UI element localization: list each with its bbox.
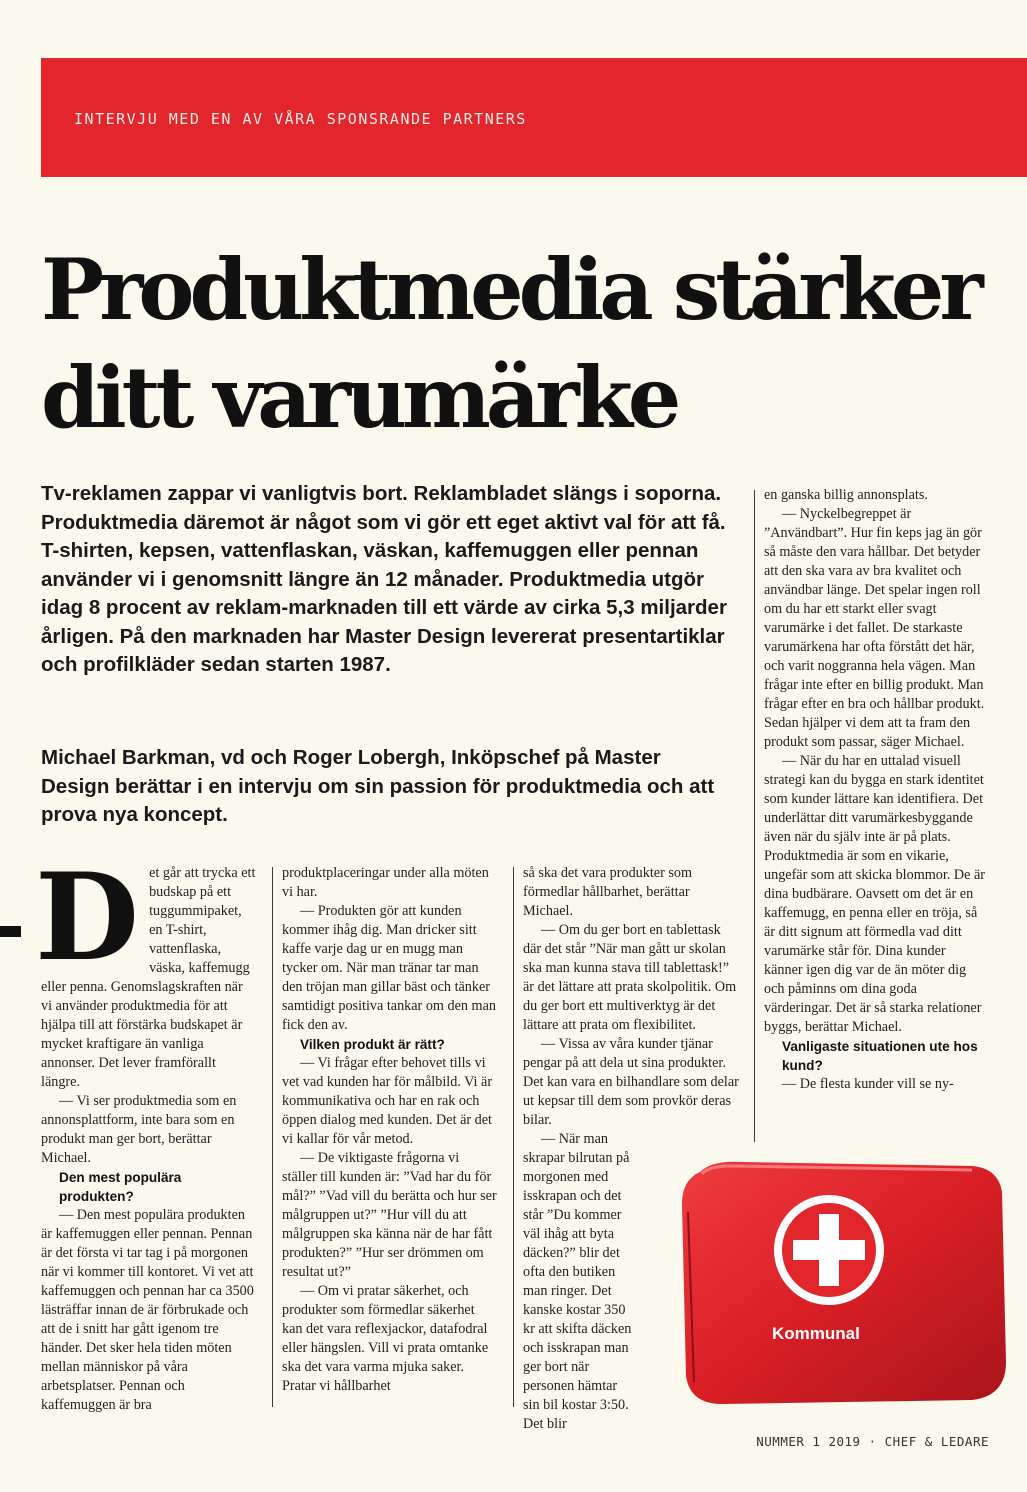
article-column-2 <box>282 864 497 1396</box>
body-paragraph: — Vi ser produktmedia som en annonsplattform, inte bara som en produkt man ger bort, berättar Michael. <box>41 1093 237 1166</box>
body-paragraph: — När du har en uttalad visuell strategi kan du bygga en stark identitet som kunder lättare kan identifiera. Det underlättar ditt varumärkesbyggande även när du själv inte är på plats. Produktmedia är som en vikarie, ungefär som att skicka blommor. De är dina budbärare. Oavsett om det är en kaffemugg, en penna eller en tröja, så är ditt signum att förmedla vad ditt varumärke står för. Dina kunder känner igen dig var de än möter dig och påminns om dina goda värderingar. Det är så starka relationer byggs, berättar Michael. <box>764 753 986 1035</box>
page-title <box>41 236 1021 452</box>
subheading: Den mest populära produkten? <box>59 1170 182 1204</box>
cross-icon-horizontal <box>793 1240 865 1260</box>
subheading: Vanligaste situationen ute hos kund? <box>782 1039 978 1073</box>
column-divider <box>754 490 755 1142</box>
body-paragraph: så ska det vara produkter som förmedlar hållbarhet, berättar Michael. <box>523 865 693 919</box>
body-paragraph: — Den mest populära produkten är kaffemuggen eller pennan. Pennan är det första vi tar tag i på morgonen när vi kommer till kontoret. Vi vet att kaffemuggen och pennan har ca 3500 lästräffar innan de är förbrukade och att de i snitt har gått igenom tre händer. Det sker hela tiden möten mellan människor på våra arbetsplatser. Pennan och kaffemuggen är bra <box>41 1207 254 1413</box>
body-paragraph: — Vi frågar efter behovet tills vi vet vad kunden har för målbild. Vi är kommunikativa och har en rak och öppen dialog med kunden. Det är det vi kallar för vår metod. <box>282 1055 493 1147</box>
article-column-1 <box>35 847 256 1415</box>
title-line-1: Produktmedia stärker <box>41 240 979 339</box>
first-aid-kit-image <box>672 1152 1012 1414</box>
body-paragraph: — De viktigaste frågorna vi ställer till kunden är: ”Vad har du för mål?” ”Vad vill du berätta och hur ser målgruppen ut?” ”Hur vill du att målgruppen ska känna när de har fått produkten?” ”Hur ser drömmen om resultat ut?” <box>282 1150 497 1280</box>
body-paragraph: en ganska billig annonsplats. <box>764 487 928 503</box>
column-divider <box>272 867 273 1407</box>
lead-paragraph: Tv-reklamen zappar vi vanligtvis bort. Reklambladet slängs i soporna. Produktmedia däremot är något som vi gör ett eget aktivt val för att få. T-shirten, kepsen, vattenflaskan, väskan, kaffemuggen eller pennan använder vi i genomsnitt längre än 12 månader. Produktmedia utgör idag 8 procent av reklam-marknaden till ett värde av cirka 5,3 miljarder årligen. På den marknaden har Master Design levererat presentartiklar och profilkläder sedan starten 1987. <box>41 482 727 676</box>
body-paragraph: — Produkten gör att kunden kommer ihåg dig. Man dricker sitt kaffe varje dag ur en mugg man tycker om. När man tränar tar man den tröjan man gillar bäst och tänker samtidigt positiva tankar om den man fick den av. <box>282 903 496 1033</box>
body-paragraph: — Om vi pratar säkerhet, och produkter som förmedlar säkerhet kan det vara reflexjackor, datafodral eller hängslen. Vill vi prata omtanke ska det vara varma mjuka saker. Pratar vi hållbarhet <box>282 1283 489 1394</box>
page-footer: NUMMER 1 2019 · CHEF & LEDARE <box>756 1434 989 1449</box>
body-paragraph: Det går att trycka ett budskap på ett tuggummipaket, en T-shirt, vattenflaska, väska, kaffemugg eller penna. Genomslagskraften när vi använder produktmedia för att hjälpa till att förstärka budskapet är mycket kraftigare än vanliga annonser. Det lever framförallt längre. <box>35 847 256 1090</box>
lead-byline: Michael Barkman, vd och Roger Lobergh, Inköpschef på Master Design berättar i en intervju om sin passion för produktmedia och att prova nya koncept. <box>41 746 715 826</box>
body-paragraph: — Nyckelbegreppet är ”Användbart”. Hur fin keps jag än gör så måste den vara hållbar. Det betyder att den ska vara av bra kvalitet och användbar länge. Det spelar ingen roll om du har ett starkt eller svagt varumärke i det fallet. De starkaste varumärkena har ofta förstått det här, och varit noggranna hela vägen. Man frågar inte efter en billig produkt. Man frågar efter en bra och hållbar produkt. Sedan hjälper vi dem att ta fram den produkt som passar, säger Michael. <box>764 506 985 750</box>
title-line-2: ditt varumärke <box>41 348 677 447</box>
section-label: INTERVJU MED EN AV VÅRA SPONSRANDE PARTNERS <box>74 110 527 128</box>
subheading: Vilken produkt är rätt? <box>300 1037 445 1052</box>
brand-logo-text: Kommunal <box>772 1324 860 1343</box>
article-column-4 <box>764 486 986 1094</box>
body-paragraph: — Vissa av våra kunder tjänar pengar på att dela ut sina produkter. Det kan vara en bilhandlare som delar ut kepsar till dem som provkör deras bilar. <box>523 1036 739 1128</box>
column-divider <box>513 867 514 1407</box>
body-paragraph: — De flesta kunder vill se ny- <box>782 1076 954 1092</box>
margin-marker <box>0 926 21 937</box>
body-paragraph: — Om du ger bort en tablettask där det står ”När man gått ur skolan ska man kunna stava till tablettask!” är det lättare att prata skolpolitik. Om du ger bort ett multiverktyg är det lättare att prata om flexibilitet. <box>523 922 737 1033</box>
body-paragraph: produktplaceringar under alla möten vi har. <box>282 865 489 900</box>
drop-cap: D <box>35 847 140 988</box>
section-banner <box>41 58 1027 177</box>
body-paragraph: — När man skrapar bilrutan på morgonen med isskrapan och det står ”Du kommer väl ihåg att byta däcken?” blir det ofta den butiken man ringer. Det kanske kostar 350 kr att skifta däcken och isskrapan man ger bort när personen hämtar sin bil kostar 3:50. Det blir <box>523 1131 632 1432</box>
